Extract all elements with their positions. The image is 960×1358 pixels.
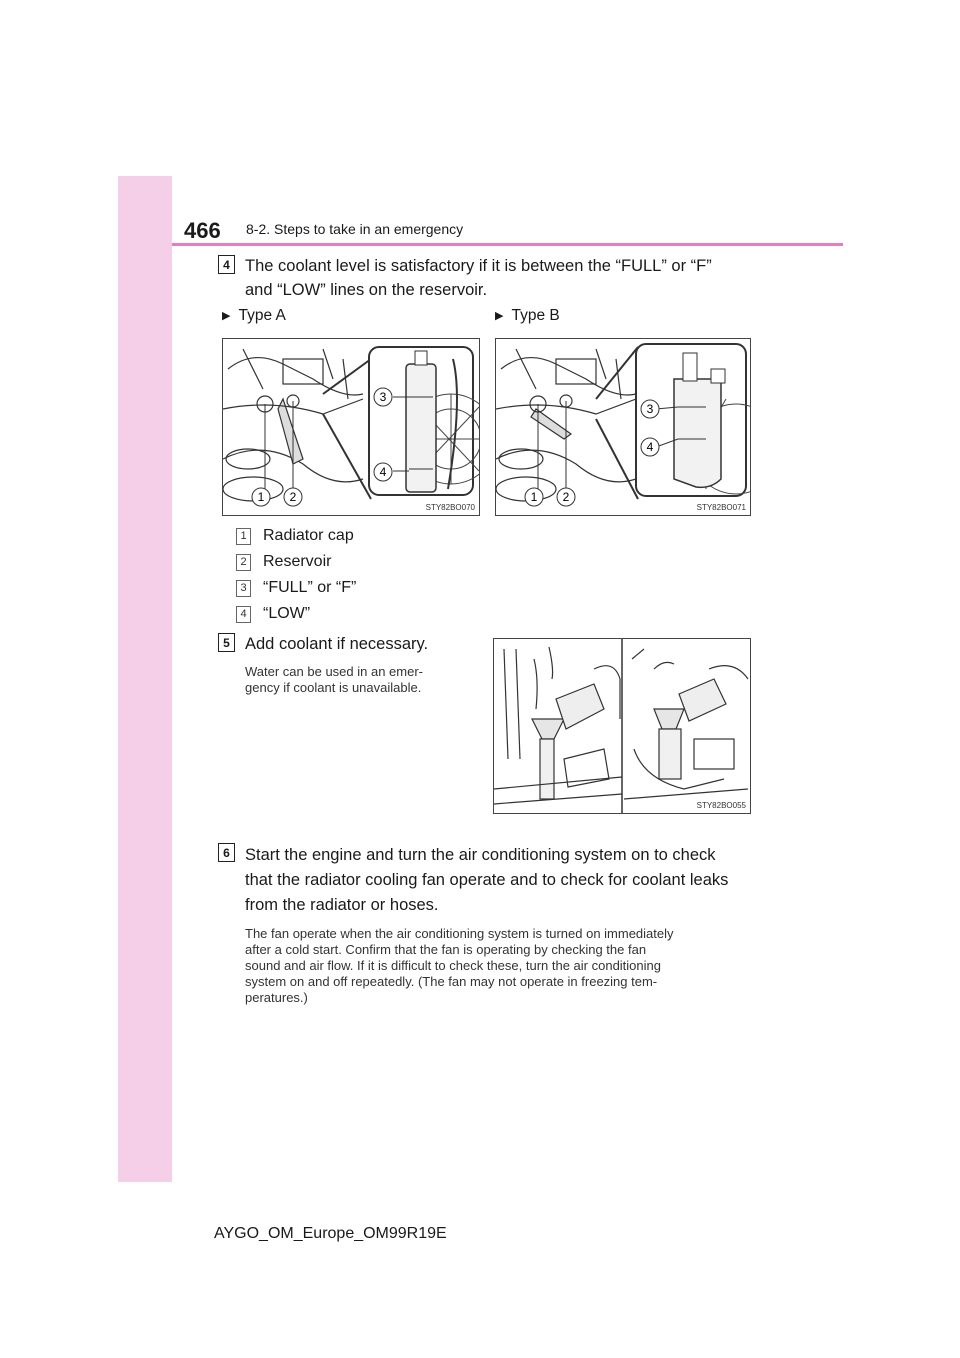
legend-label: “FULL” or “F” bbox=[263, 579, 357, 596]
section-title: 8-2. Steps to take in an emergency bbox=[246, 221, 464, 237]
legend-label: Reservoir bbox=[263, 553, 332, 570]
add-coolant-illustration bbox=[494, 639, 750, 813]
step-5-marker: 5 bbox=[218, 633, 235, 652]
step-6-note-line2: after a cold start. Confirm that the fan is operating by checking the fan bbox=[245, 942, 647, 957]
legend-label: Radiator cap bbox=[263, 527, 354, 544]
callout-1: 1 bbox=[257, 490, 265, 504]
header-rule bbox=[172, 243, 843, 246]
legend-item bbox=[236, 527, 354, 545]
figure-code: STY82BO055 bbox=[696, 801, 746, 810]
callout-4: 4 bbox=[379, 465, 387, 479]
step-6-note-line1: The fan operate when the air conditioning system is turned on immediately bbox=[245, 926, 674, 941]
figure-type-a bbox=[222, 338, 480, 516]
document-id: AYGO_OM_Europe_OM99R19E bbox=[214, 1225, 447, 1242]
step-6-note-line4: system on and off repeatedly. (The fan may not operate in freezing tem- bbox=[245, 974, 658, 989]
figure-code: STY82BO070 bbox=[425, 503, 475, 512]
type-a-label bbox=[222, 307, 286, 325]
triangle-icon: ▶ bbox=[495, 310, 504, 322]
callout-4: 4 bbox=[646, 440, 654, 454]
type-b-label bbox=[495, 307, 560, 325]
legend-number: 1 bbox=[236, 528, 251, 545]
type-b-text: Type B bbox=[511, 307, 560, 324]
figure-add-coolant bbox=[493, 638, 751, 814]
callout-3: 3 bbox=[646, 402, 654, 416]
callout-1: 1 bbox=[530, 490, 538, 504]
type-a-text: Type A bbox=[238, 307, 286, 324]
step-6-text-line3: from the radiator or hoses. bbox=[245, 896, 439, 914]
triangle-icon: ▶ bbox=[222, 310, 231, 322]
step-6-note-line3: sound and air flow. If it is difficult to check these, turn the air conditioning bbox=[245, 958, 661, 973]
legend-number: 4 bbox=[236, 606, 251, 623]
legend-item bbox=[236, 605, 310, 623]
step-4-marker: 4 bbox=[218, 255, 235, 274]
legend-number: 3 bbox=[236, 580, 251, 597]
step-5-note-line1: Water can be used in an emer- bbox=[245, 664, 423, 679]
callout-2: 2 bbox=[562, 490, 570, 504]
engine-bay-illustration-a bbox=[223, 339, 479, 515]
figure-code: STY82BO071 bbox=[696, 503, 746, 512]
step-5-note-line2: gency if coolant is unavailable. bbox=[245, 680, 422, 695]
step-4-text-line1: The coolant level is satisfactory if it is between the “FULL” or “F” bbox=[245, 257, 712, 275]
legend-number: 2 bbox=[236, 554, 251, 571]
callout-3: 3 bbox=[379, 390, 387, 404]
legend-label: “LOW” bbox=[263, 605, 311, 622]
step-6-text-line2: that the radiator cooling fan operate and to check for coolant leaks bbox=[245, 871, 729, 889]
step-5-text: Add coolant if necessary. bbox=[245, 635, 429, 653]
step-6-marker: 6 bbox=[218, 843, 235, 862]
legend-item bbox=[236, 553, 331, 571]
engine-bay-illustration-b bbox=[496, 339, 750, 515]
page-number: 466 bbox=[184, 218, 221, 243]
step-4-text-line2: and “LOW” lines on the reservoir. bbox=[245, 281, 488, 299]
side-tab bbox=[118, 176, 172, 1182]
callout-2: 2 bbox=[289, 490, 297, 504]
figure-type-b bbox=[495, 338, 751, 516]
legend-item bbox=[236, 579, 356, 597]
step-6-text-line1: Start the engine and turn the air conditioning system on to check bbox=[245, 846, 716, 864]
step-6-note-line5: peratures.) bbox=[245, 990, 308, 1005]
